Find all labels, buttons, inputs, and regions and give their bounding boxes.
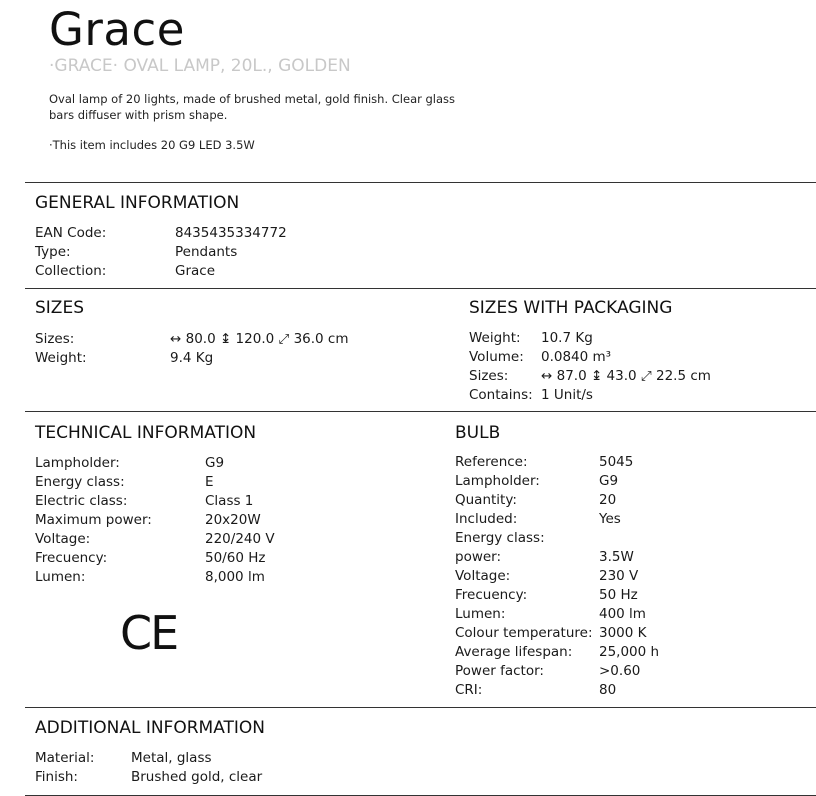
spec-label: Lampholder: [35,455,120,471]
spec-value: 10.7 Kg [541,330,593,346]
spec-value: 220/240 V [205,531,275,547]
spec-value: 50 Hz [599,587,638,603]
bulb-title: BULB [455,423,501,443]
spec-label: Material: [35,750,95,766]
spec-value: 400 lm [599,606,646,622]
spec-label: Frecuency: [455,587,528,603]
product-includes-note: ·This item includes 20 G9 LED 3.5W [49,138,255,152]
spec-label: Average lifespan: [455,644,573,660]
spec-label: Electric class: [35,493,128,509]
spec-value: ↔ 80.0 ↨ 120.0 ⤢ 36.0 cm [170,331,349,347]
sizes-with-packaging-title: SIZES WITH PACKAGING [469,298,673,318]
spec-label: Colour temperature: [455,625,593,641]
spec-label: Maximum power: [35,512,152,528]
spec-label: Type: [35,244,71,260]
product-title: Grace [49,3,185,56]
ce-mark-icon: CE [120,606,178,660]
spec-value: >0.60 [599,663,641,679]
spec-label: EAN Code: [35,225,107,241]
spec-value: 80 [599,682,617,698]
spec-label: Volume: [469,349,524,365]
general-information-title: GENERAL INFORMATION [35,193,240,213]
spec-value: 3000 K [599,625,647,641]
spec-value: 50/60 Hz [205,550,266,566]
spec-label: Collection: [35,263,107,279]
spec-label: Voltage: [455,568,511,584]
spec-label: power: [455,549,502,565]
spec-value: Pendants [175,244,238,260]
spec-value: Yes [599,511,621,527]
spec-value: 0.0840 m³ [541,349,612,365]
spec-value: 9.4 Kg [170,350,214,366]
technical-information-title: TECHNICAL INFORMATION [35,423,257,443]
spec-value: 20x20W [205,512,261,528]
spec-value: Brushed gold, clear [131,769,263,785]
spec-value: 8435435334772 [175,225,287,241]
spec-value: 25,000 h [599,644,660,660]
spec-label: Weight: [469,330,521,346]
spec-label: Lumen: [35,569,86,585]
spec-label: Power factor: [455,663,544,679]
spec-label: Lumen: [455,606,506,622]
sizes-title: SIZES [35,298,84,318]
spec-value: Grace [175,263,216,279]
spec-label: Reference: [455,454,528,470]
spec-label: Quantity: [455,492,517,508]
spec-value: 20 [599,492,617,508]
spec-value: G9 [205,455,225,471]
additional-information-title: ADDITIONAL INFORMATION [35,718,265,738]
spec-label: Sizes: [469,368,509,384]
spec-label: Voltage: [35,531,91,547]
spec-value: Class 1 [205,493,254,509]
spec-value: ↔ 87.0 ↨ 43.0 ⤢ 22.5 cm [541,368,711,384]
divider [25,707,816,708]
spec-value: 1 Unit/s [541,387,593,403]
spec-label: Energy class: [455,530,545,546]
spec-value: E [205,474,214,490]
spec-label: Sizes: [35,331,75,347]
spec-value: G9 [599,473,619,489]
spec-label: Finish: [35,769,78,785]
spec-label: Frecuency: [35,550,108,566]
spec-value: Metal, glass [131,750,212,766]
spec-value: 3.5W [599,549,634,565]
spec-value: 230 V [599,568,639,584]
spec-label: Weight: [35,350,87,366]
spec-label: Included: [455,511,518,527]
divider [25,182,816,183]
divider [25,411,816,412]
spec-value: 8,000 lm [205,569,265,585]
divider [25,288,816,289]
product-subtitle: ·GRACE· OVAL LAMP, 20L., GOLDEN [49,56,351,76]
spec-label: Lampholder: [455,473,540,489]
spec-label: Contains: [469,387,533,403]
spec-value: 5045 [599,454,634,470]
spec-label: Energy class: [35,474,125,490]
product-description: Oval lamp of 20 lights, made of brushed metal, gold finish. Clear glass bars diffuser with prism shape. [49,92,456,122]
spec-label: CRI: [455,682,483,698]
